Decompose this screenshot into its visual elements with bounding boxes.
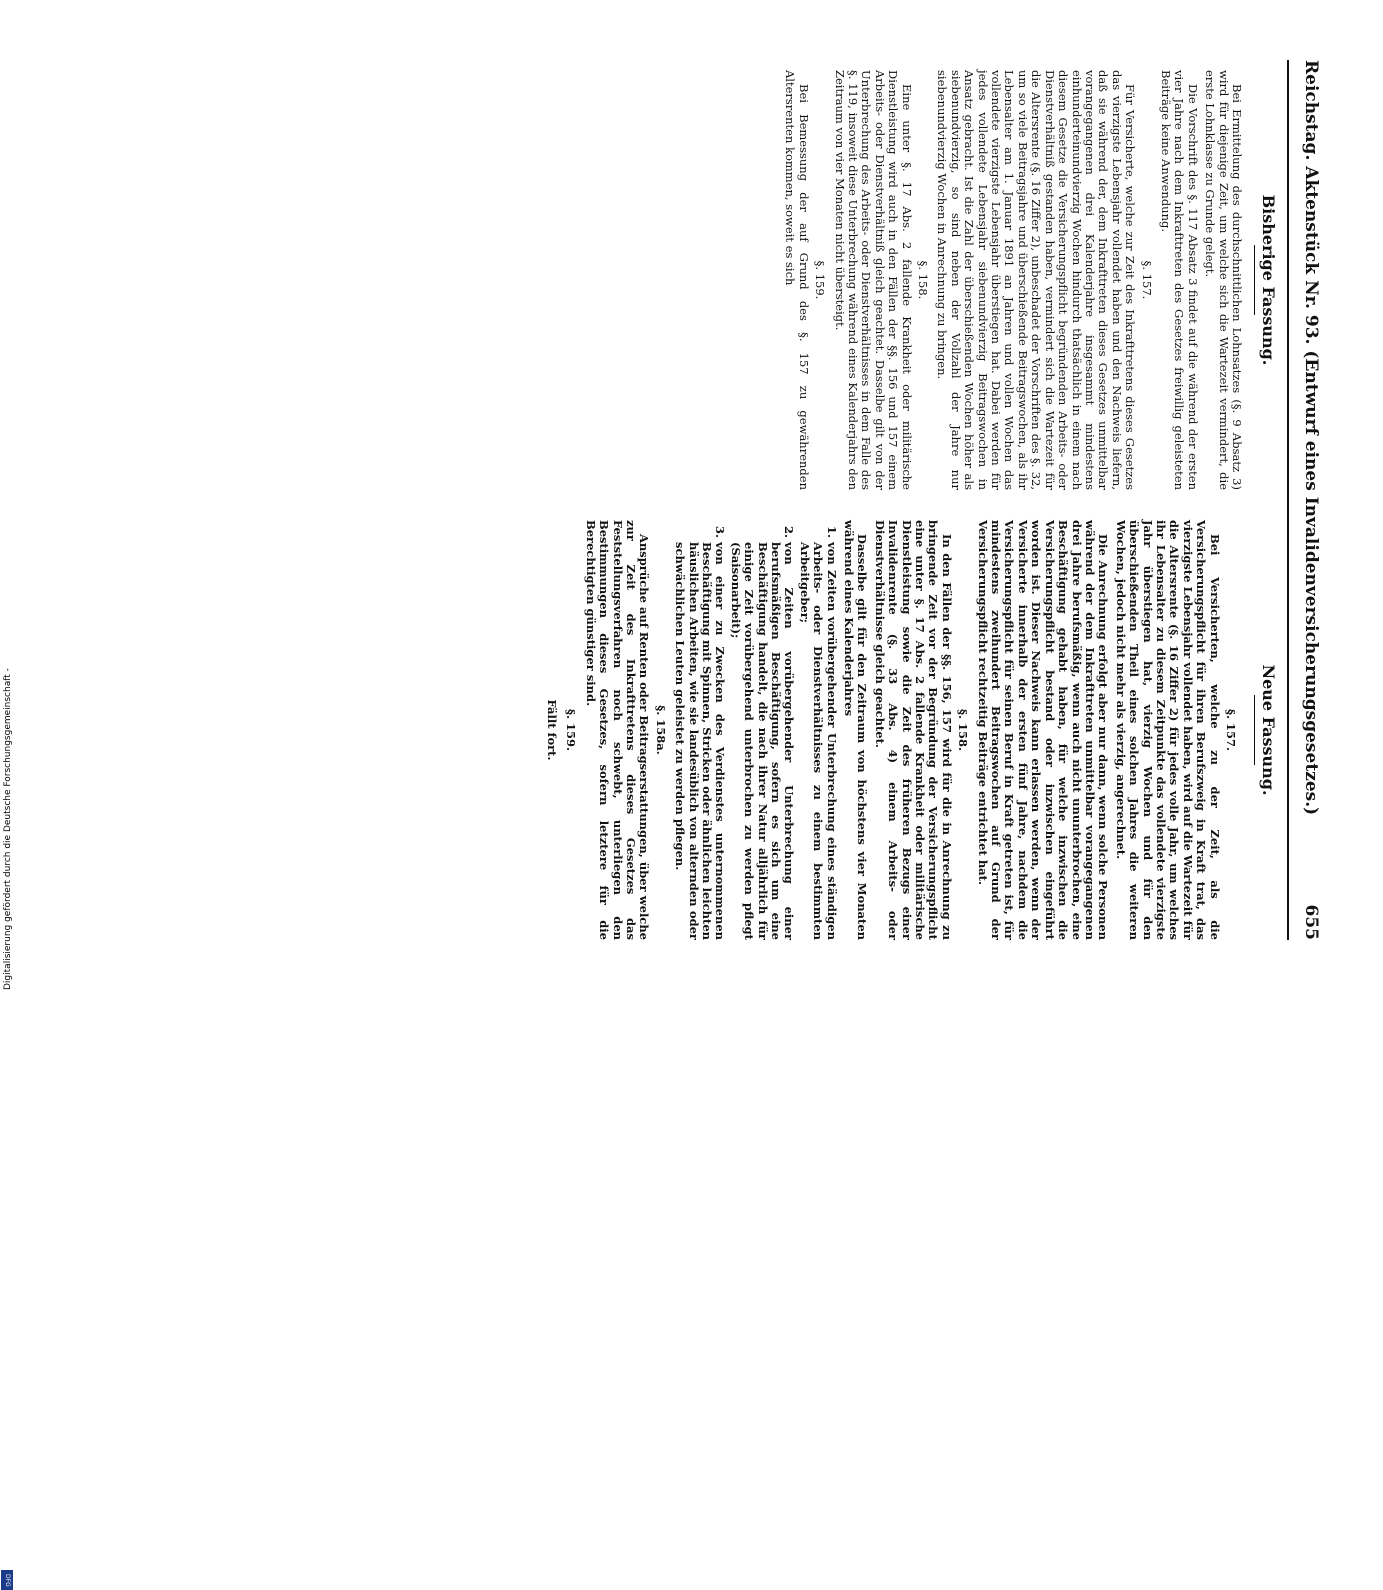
left-intro-paragraph-1: Bei Ermittelung des durchschnittlichen Lohnsatzes (§. 9 Absatz 3) wird für diejenige Zeit, um welche sich die Wartezeit vermindert, die erste Lohnklasse zu Grunde gelegt.: [1203, 70, 1244, 490]
right-title-underline: [1254, 695, 1255, 765]
right-section-159-heading: §. 159.: [564, 708, 579, 752]
digitization-credit-text: Digitalisierung gefördert durch die Deutsche Forschungsgemeinschaft -: [3, 668, 13, 990]
right-section-158-paragraph-1: In den Fällen der §§. 156, 157 wird für die in Anrechnung zu bringende Zeit vor der Begründung der Versicherungspflicht eine unter §. 17 Abs. 2 fallende Krankheit oder militärische Dienstleistung sowie die Zeit des früheren Bezugs einer Invalidenrente (§. 33 Abs. 4) einem Arbeits- oder Dienstverhältnisse gleich geachtet.: [872, 520, 954, 940]
right-section-158-heading: §. 158.: [956, 708, 971, 752]
right-section-158-paragraph-2: Dasselbe gilt für den Zeitraum von höchstens vier Monaten während eines Kalenderjahres: [842, 520, 870, 940]
right-column: [542, 520, 1244, 940]
right-column-title-text: Neue Fassung.: [1259, 664, 1278, 796]
left-title-underline: [1254, 245, 1255, 315]
left-column: [779, 70, 1243, 490]
right-section-159-text: Fällt fort.: [544, 699, 559, 761]
right-section-158a-heading: §. 158a.: [653, 705, 668, 755]
right-section-158-item-2: 2. von Zeiten vorübergehender Unterbrechung einer berufsmäßigen Beschäftigung, sofern es sich um eine Beschäftigung handelt, die nach ihrer Natur alljährlich für einige Zeit vorübergehend unterbrochen zu werden pflegt (Saisonarbeit);: [728, 542, 795, 940]
header-rule: [1287, 60, 1289, 940]
left-section-157-text: Für Versicherte, welche zur Zeit des Inkrafttretens dieses Gesetzes das vierzigste Lebensjahr vollendet haben und den Nachweis liefern, daß sie während der, dem Inkrafttreten dieses Gesetzes unmittelbar vorangegangenen drei Kalenderjahre insgesammt mindestens einhunderteinundvierzig Wochen hindurch thatsächlich in einem nach diesem Gesetze die Versicherungspflicht begründenden Arbeits- oder Dienstverhältniß gestanden haben, vermindert sich die Wartezeit für die Altersrente (§. 16 Ziffer 2), unbeschadet der Vorschriften des §. 32, um so viele Beitragsjahre und überschießende Beitragswochen, als ihr Lebensalter am 1. Januar 1891 an Jahren und vollen Wochen das vollendete vierzigste Lebensjahr überstiegen hat. Dabei werden für jedes vollendete Lebensjahr siebenundvierzig Beitragswochen in Ansatz gebracht. Ist die Zahl der überschießenden Wochen höher als siebenundvierzig, so sind neben der Vollzahl der Jahre nur siebenundvierzig Wochen in Anrechnung zu bringen.: [935, 70, 1138, 490]
header-title: Reichstag. Aktenstück Nr. 93. (Entwurf eines Invalidenversicherungsgesetzes.): [1301, 60, 1321, 816]
left-section-158-text: Eine unter §. 17 Abs. 2 fallende Krankheit oder militärische Dienstleistung wird auch in den Fällen der §§. 156 und 157 einem Arbeits- oder Dienstverhältniß gleich geachtet. Dasselbe gilt von der Unterbrechung des Arbeits- oder Dienstverhältnisses in dem Falle des §. 119, insoweit diese Unterbrechung während eines Kalenderjahrs den Zeitraum von vier Monaten nicht übersteigt.: [832, 70, 914, 490]
dfg-logo: DFG: [1, 1570, 13, 1590]
right-section-158-list: [673, 520, 838, 940]
right-section-158-item-1: 1. von Zeiten vorübergehender Unterbrechung eines ständigen Arbeits- oder Dienstverhältnisses zu einem bestimmten Arbeitgeber;: [797, 542, 837, 940]
left-column-title: [1254, 70, 1278, 490]
left-section-159-text: Bei Bemessung der auf Grund des §. 157 zu gewährenden Altersrenten kommen, soweit es sich: [783, 70, 811, 490]
left-intro-paragraph-2: Die Vorschrift des §. 117 Absatz 3 findet auf die während der ersten vier Jahre nach dem Inkrafttreten des Gesetzes freiwillig geleisteten Beiträge keine Anwendung.: [1158, 70, 1200, 490]
right-column-title: [1254, 520, 1278, 940]
right-section-157-heading: §. 157.: [1224, 708, 1238, 752]
right-section-158-item-3: 3. von einer zu Zwecken des Verdienstes unternommenen Beschäftigung mit Spinnen, Stricken oder ähnlichen leichten häuslichen Arbeiten, wie sie landesüblich von alternden oder schwächlichen Leuten geleistet zu werden pflegen.: [673, 542, 727, 940]
left-column-title-text: Bisherige Fassung.: [1259, 194, 1278, 366]
left-section-157-heading: §. 157.: [1139, 260, 1154, 300]
right-section-158a-text: Ansprüche auf Renten oder Beitragserstattungen, über welche zur Zeit des Inkrafttretens dieses Gesetzes das Feststellungsverfahren noch schwebt, unterliegen den Bestimmungen dieses Gesetzes, sofern letztere für die Berechtigten günstiger sind.: [583, 520, 652, 940]
right-section-157-paragraph-2: Die Anrechnung erfolgt aber nur dann, wenn solche Personen während der dem Inkrafttreten unmittelbar vorangegangenen drei Jahre berufsmäßig, wenn auch nicht ununterbrochen, eine Beschäftigung gehabt haben, für welche inzwischen die Versicherungspflicht bestand oder inzwischen eingeführt worden ist. Dieser Nachweis kann erlassen werden, wenn der Versicherte innerhalb der ersten fünf Jahre, nachdem die Versicherungspflicht für seinen Beruf in Kraft getreten ist, für mindestens zweihundert Beitragswochen auf Grund der Versicherungspflicht rechtzeitig Beiträge entrichtet hat.: [975, 520, 1111, 940]
left-section-158-heading: §. 158.: [916, 260, 931, 300]
right-section-157-paragraph-1: Bei Versicherten, welche zu der Zeit, als die Versicherungspflicht für ihren Berufszweig in Kraft trat, das vierzigste Lebensjahr vollendet haben, wird auf die Wartezeit für die Altersrente (§. 16 Ziffer 2) für jedes volle Jahr, um welches ihr Lebensalter zu diesem Zeitpunkte das vollendete vierzigste Jahr überstiegen hat, vierzig Wochen und für den überschießenden Theil eines solchen Jahres die weiteren Wochen, jedoch nicht mehr als vierzig, angerechnet.: [1113, 520, 1222, 940]
running-header: [1291, 60, 1321, 940]
page-number: 655: [1301, 904, 1321, 940]
left-section-159-heading: §. 159.: [813, 260, 828, 300]
